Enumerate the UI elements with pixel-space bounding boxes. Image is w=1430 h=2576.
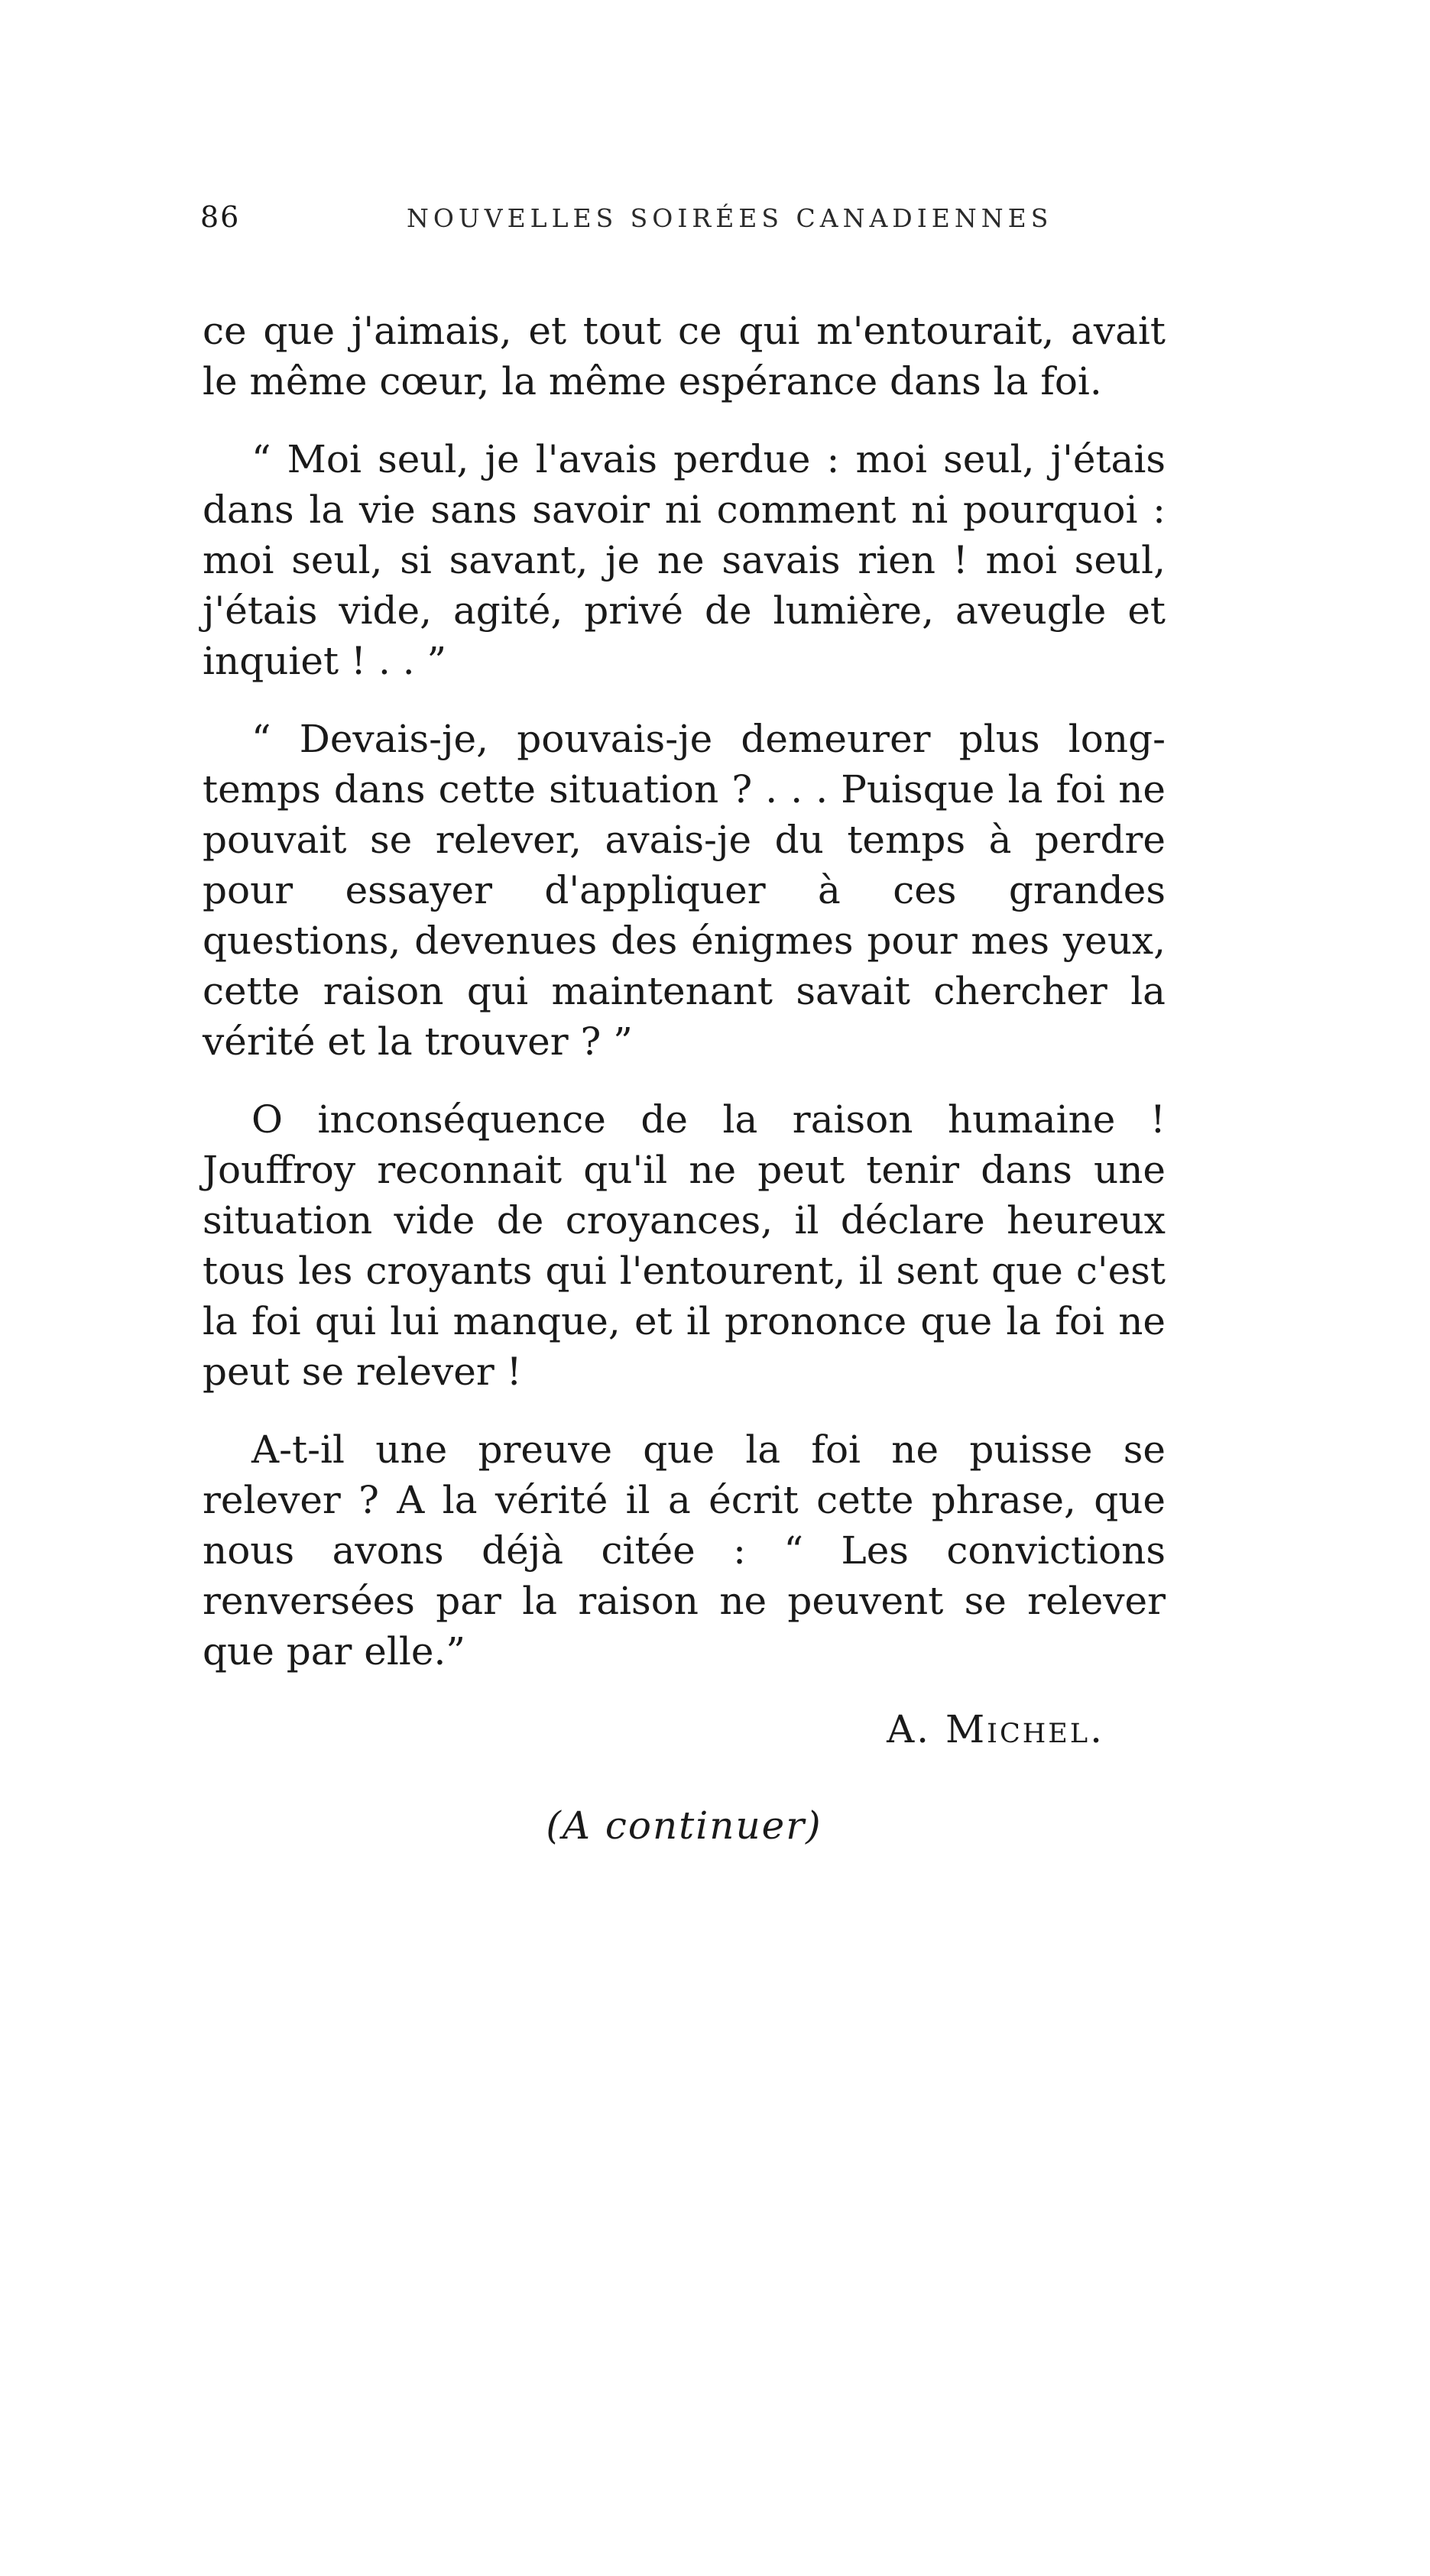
- page-number: 86: [200, 200, 241, 234]
- paragraph-1: ce que j'aimais, et tout ce qui m'entourait, avait le même cœur, la même espérance dans la foi.: [203, 309, 1166, 403]
- running-title: NOUVELLES SOIRÉES CANADIENNES: [407, 203, 1053, 233]
- author-initial: A.: [887, 1707, 932, 1751]
- body-text: [203, 306, 1166, 1851]
- author-signature: [203, 1704, 1166, 1755]
- paragraph-3: “ Devais-je, pouvais-je demeurer plus long-temps dans cette situation ? . . . Puisque la foi ne pouvait se relever, avais-je du temps à perdre pour essayer d'appliquer à ces grandes questions, devenues des énigmes pour mes yeux, cette raison qui maintenant savait chercher la vérité et la trouver ? ”: [203, 717, 1166, 1064]
- paragraph-5: A-t-il une preuve que la foi ne puisse se relever ? A la vérité il a écrit cette phrase, que nous avons déjà citée : “ Les convictions renversées par la raison ne peuvent se relever que par elle.”: [203, 1427, 1166, 1674]
- author-name: Michel.: [945, 1707, 1104, 1751]
- paragraph-2: “ Moi seul, je l'avais perdue : moi seul, j'étais dans la vie sans savoir ni comment ni pourquoi : moi seul, si savant, je ne savais rien ! moi seul, j'étais vide, agité, privé de lumière, aveugle et inquiet ! . . ”: [203, 437, 1166, 683]
- running-head: [200, 200, 1194, 246]
- paragraph-4: O inconséquence de la raison humaine ! Jouffroy reconnait qu'il ne peut tenir dans une situation vide de croyances, il déclare heureux tous les croyants qui l'entourent, il sent que c'est la foi qui lui manque, et il prononce que la foi ne peut se relever !: [203, 1097, 1166, 1394]
- continuation-note: (A continuer): [546, 1803, 822, 1848]
